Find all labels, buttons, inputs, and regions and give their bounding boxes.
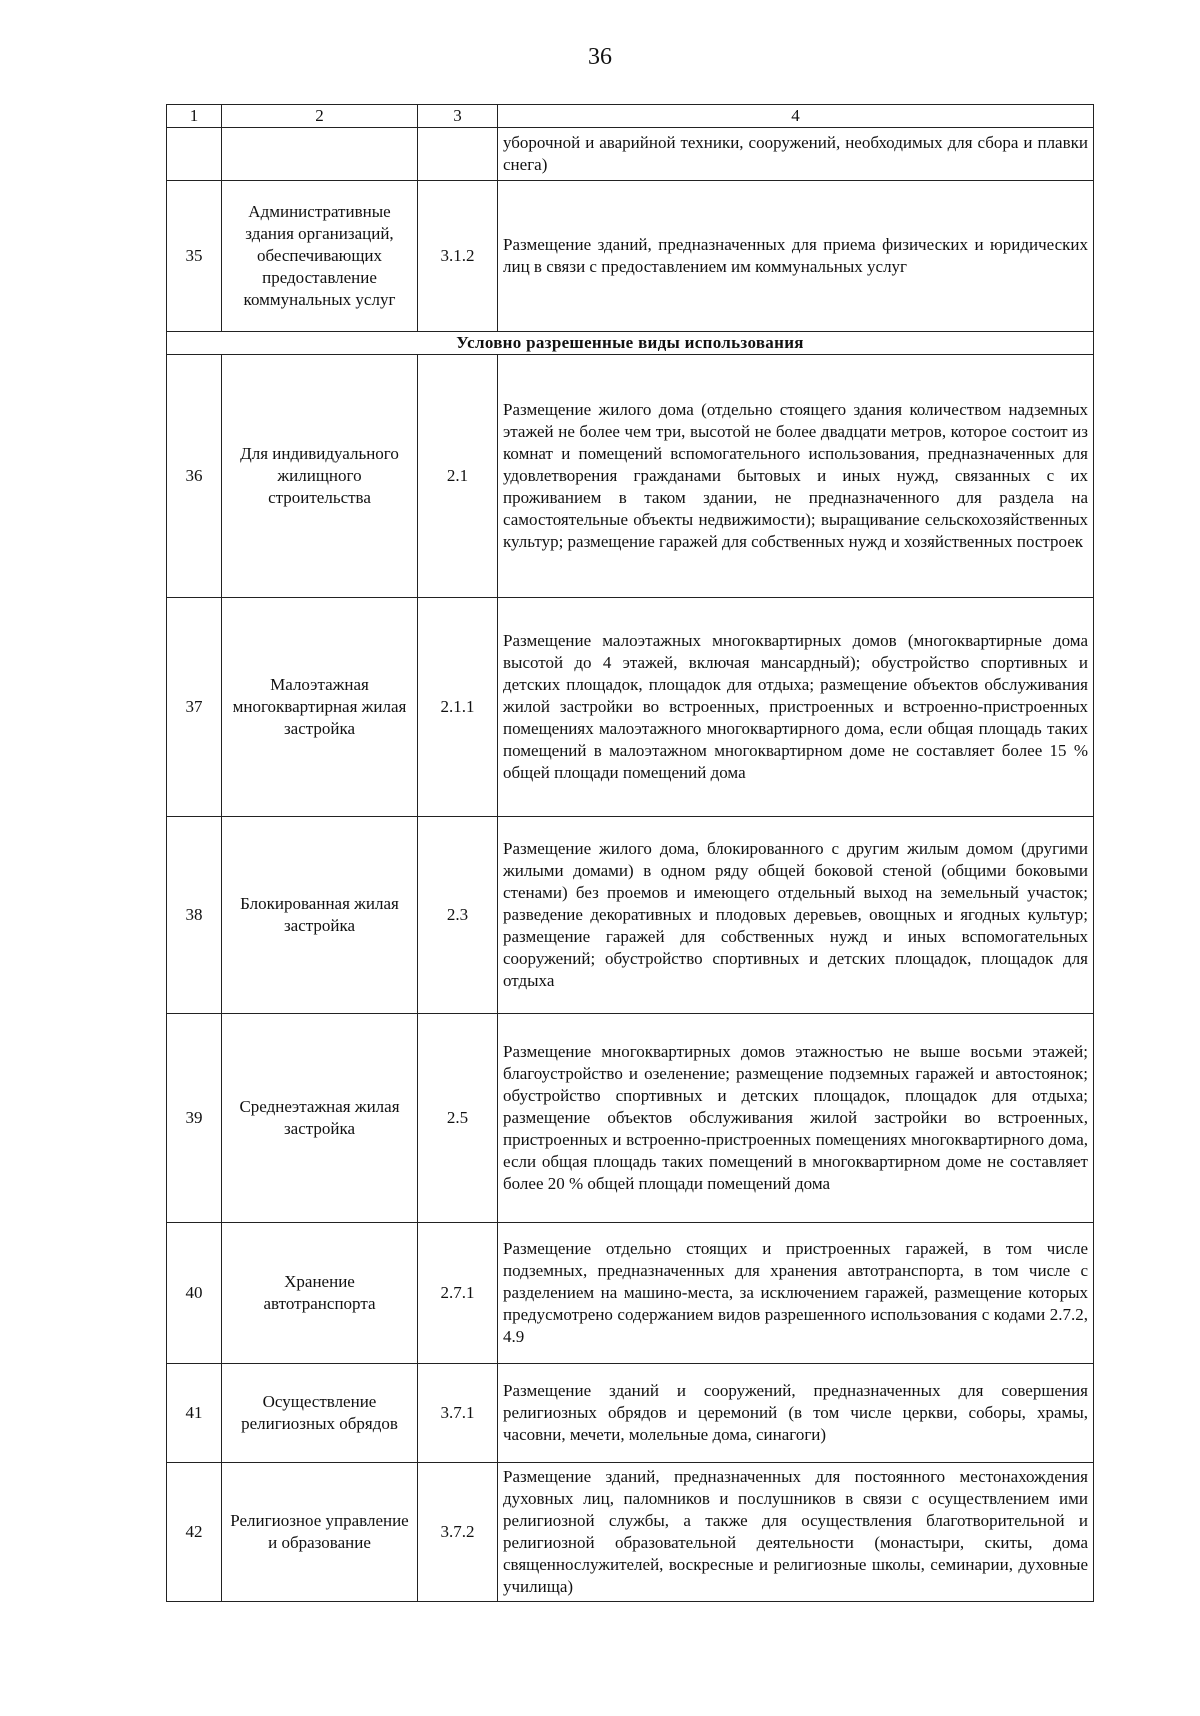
table-row bbox=[167, 1223, 1094, 1364]
use-type-name: Малоэтажная многоквартирная жилая застройка bbox=[222, 598, 418, 817]
table-row bbox=[167, 181, 1094, 332]
use-type-description: Размещение жилого дома (отдельно стоящего здания количеством надземных этажей не более чем три, высотой не более двадцати метров, которое состоит из комнат и помещений вспомогательного использования, предназначенных для удовлетворения гражданами бытовых и иных нужд, связанных с их проживанием в таком здании, не предназначенного для раздела на самостоятельные объекты недвижимости); выращивание сельскохозяйственных культур; размещение гаражей для собственных нужд и хозяйственных построек bbox=[498, 355, 1094, 598]
row-number: 39 bbox=[167, 1014, 222, 1223]
table-row bbox=[167, 1364, 1094, 1463]
continuation-name-cell bbox=[222, 128, 418, 181]
use-type-name: Хранение автотранспорта bbox=[222, 1223, 418, 1364]
use-type-description: Размещение зданий и сооружений, предназначенных для совершения религиозных обрядов и церемоний (в том числе церкви, соборы, храмы, часовни, мечети, молельные дома, синагоги) bbox=[498, 1364, 1094, 1463]
table-row bbox=[167, 598, 1094, 817]
use-type-description: Размещение зданий, предназначенных для постоянного местонахождения духовных лиц, паломников и послушников в связи с осуществлением ими религиозной службы, а также для осуществления благотворительной и религиозной образовательной деятельности (монастыри, скиты, дома священнослужителей, воскресные и религиозные школы, семинарии, духовные училища) bbox=[498, 1463, 1094, 1602]
use-type-code: 2.5 bbox=[418, 1014, 498, 1223]
use-type-code: 2.1 bbox=[418, 355, 498, 598]
row-number: 42 bbox=[167, 1463, 222, 1602]
continuation-num-cell bbox=[167, 128, 222, 181]
use-type-description: Размещение многоквартирных домов этажностью не выше восьми этажей; благоустройство и озеленение; размещение подземных гаражей и автостоянок; обустройство спортивных и детских площадок, площадок для отдыха; размещение объектов обслуживания жилой застройки во встроенных, пристроенных и встроенно-пристроенных помещениях многоквартирного дома, если общая площадь таких помещений в многоквартирном доме не составляет более 20 % общей площади помещений дома bbox=[498, 1014, 1094, 1223]
use-type-name: Для индивидуального жилищного строительства bbox=[222, 355, 418, 598]
land-use-table bbox=[166, 104, 1094, 1602]
header-cell-4: 4 bbox=[498, 105, 1094, 128]
use-type-code: 3.7.2 bbox=[418, 1463, 498, 1602]
row-number: 35 bbox=[167, 181, 222, 332]
row-number: 40 bbox=[167, 1223, 222, 1364]
use-type-code: 3.7.1 bbox=[418, 1364, 498, 1463]
use-type-code: 3.1.2 bbox=[418, 181, 498, 332]
continuation-row bbox=[167, 128, 1094, 181]
table-header-row bbox=[167, 105, 1094, 128]
use-type-code: 2.7.1 bbox=[418, 1223, 498, 1364]
row-number: 38 bbox=[167, 817, 222, 1014]
table-row bbox=[167, 817, 1094, 1014]
continuation-description: уборочной и аварийной техники, сооружений, необходимых для сбора и плавки снега) bbox=[498, 128, 1094, 181]
row-number: 36 bbox=[167, 355, 222, 598]
use-type-code: 2.1.1 bbox=[418, 598, 498, 817]
use-type-description: Размещение малоэтажных многоквартирных домов (многоквартирные дома высотой до 4 этажей, включая мансардный); обустройство спортивных и детских площадок, площадок для отдыха; размещение объектов обслуживания жилой застройки во встроенных, пристроенных и встроенно-пристроенных помещениях малоэтажного многоквартирного дома, если общая площадь таких помещений в малоэтажном многоквартирном доме не составляет более 15 % общей площади помещений дома bbox=[498, 598, 1094, 817]
use-type-description: Размещение зданий, предназначенных для приема физических и юридических лиц в связи с предоставлением им коммунальных услуг bbox=[498, 181, 1094, 332]
row-number: 41 bbox=[167, 1364, 222, 1463]
use-type-name: Религиозное управление и образование bbox=[222, 1463, 418, 1602]
section-title: Условно разрешенные виды использования bbox=[167, 332, 1094, 355]
table-row bbox=[167, 1014, 1094, 1223]
table-row bbox=[167, 1463, 1094, 1602]
use-type-code: 2.3 bbox=[418, 817, 498, 1014]
section-header-row bbox=[167, 332, 1094, 355]
header-cell-2: 2 bbox=[222, 105, 418, 128]
use-type-name: Блокированная жилая застройка bbox=[222, 817, 418, 1014]
table-row bbox=[167, 355, 1094, 598]
row-number: 37 bbox=[167, 598, 222, 817]
use-type-name: Среднеэтажная жилая застройка bbox=[222, 1014, 418, 1223]
use-type-description: Размещение жилого дома, блокированного с другим жилым домом (другими жилыми домами) в одном ряду общей боковой стеной (общими боковыми стенами) без проемов и имеющего отдельный выход на земельный участок; разведение декоративных и плодовых деревьев, овощных и ягодных культур; размещение гаражей для собственных нужд и иных вспомогательных сооружений; обустройство спортивных и детских площадок, площадок для отдыха bbox=[498, 817, 1094, 1014]
use-type-name: Осуществление религиозных обрядов bbox=[222, 1364, 418, 1463]
continuation-code-cell bbox=[418, 128, 498, 181]
header-cell-3: 3 bbox=[418, 105, 498, 128]
use-type-description: Размещение отдельно стоящих и пристроенных гаражей, в том числе подземных, предназначенных для хранения автотранспорта, в том числе с разделением на машино-места, за исключением гаражей, размещение которых предусмотрено содержанием видов разрешенного использования с кодами 2.7.2, 4.9 bbox=[498, 1223, 1094, 1364]
page-number: 36 bbox=[588, 44, 612, 70]
header-cell-1: 1 bbox=[167, 105, 222, 128]
use-type-name: Административные здания организаций, обеспечивающих предоставление коммунальных услуг bbox=[222, 181, 418, 332]
